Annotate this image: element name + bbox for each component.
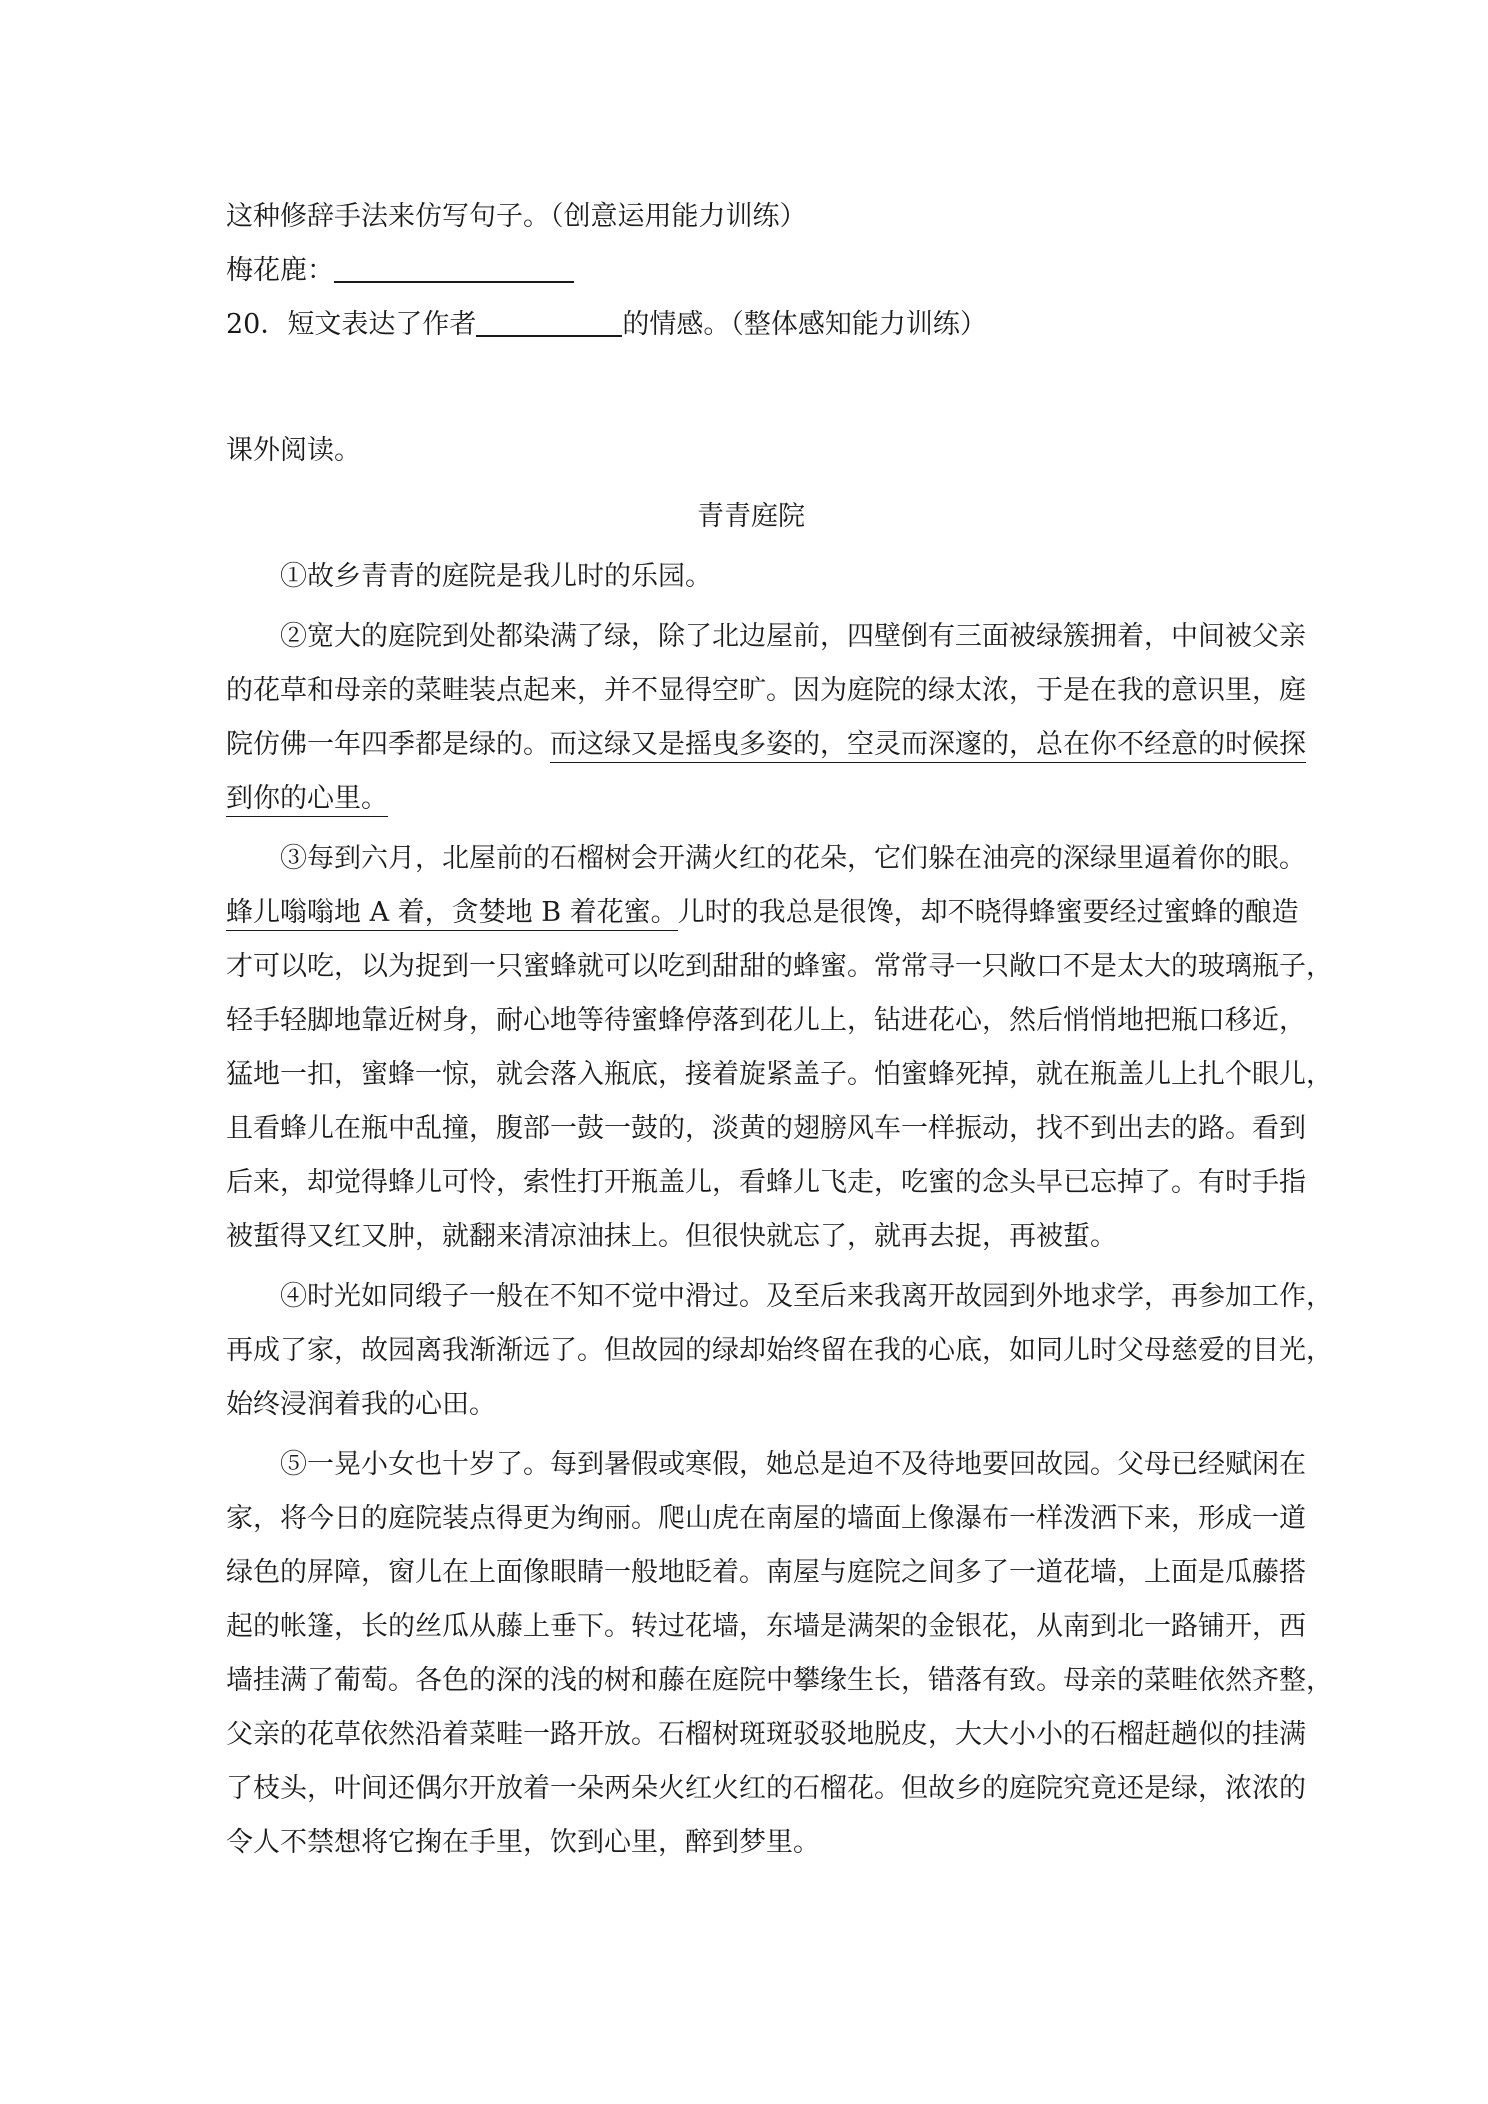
paragraph-3-line-4: 轻手轻脚地靠近树身，耐心地等待蜜蜂停落到花儿上，钻进花心，然后悄悄地把瓶口移近， (226, 1005, 1306, 1036)
underlined-sentence-1a: 而这绿又是摇曳多姿的，空灵而深邃的，总在你不经意的时候探 (550, 729, 1306, 763)
q19-instruction-tail: 这种修辞手法来仿写句子。（创意运用能力训练） (226, 201, 807, 232)
paragraph-5-line-4: 起的帐篷，长的丝瓜从藤上垂下。转过花墙，东墙是满架的金银花，从南到北一路铺开，西 (226, 1611, 1306, 1642)
underlined-sentence-2: 蜂儿嗡嗡地 A 着，贪婪地 B 着花蜜。 (226, 897, 678, 931)
q19-answer-blank[interactable] (334, 251, 574, 283)
paragraph-5-line-8: 令人不禁想将它掬在手里，饮到心里，醉到梦里。 (226, 1827, 820, 1858)
paragraph-4-line-1: ④时光如同缎子一般在不知不觉中滑过。及至后来我离开故园到外地求学，再参加工作， (280, 1281, 1333, 1312)
paragraph-5-line-6: 父亲的花草依然沿着菜畦一路开放。石榴树斑斑驳驳地脱皮，大大小小的石榴赶趟似的挂满 (226, 1719, 1306, 1750)
paragraph-3-line-7: 后来，却觉得蜂儿可怜，索性打开瓶盖儿，看蜂儿飞走，吃蜜的念头早已忘掉了。有时手指 (226, 1167, 1306, 1198)
q19-answer-line (226, 244, 1276, 298)
paragraph-3-line-8: 被蜇得又红又肿，就翻来清凉油抹上。但很快就忘了，就再去捉，再被蜇。 (226, 1221, 1117, 1252)
paragraph-4 (226, 1270, 1333, 1432)
paragraph-3-line-6: 且看蜂儿在瓶中乱撞，腹部一鼓一鼓的，淡黄的翅膀风车一样振动，找不到出去的路。看到 (226, 1113, 1306, 1144)
paragraph-3 (226, 832, 1333, 1264)
q20-answer-blank[interactable] (476, 305, 622, 337)
paragraph-2-line-2: 的花草和母亲的菜畦装点起来，并不显得空旷。因为庭院的绿太浓，于是在我的意识里，庭 (226, 675, 1306, 706)
paragraph-2-line-3 (226, 718, 1306, 772)
paragraph-3-line-3: 才可以吃，以为捉到一只蜜蜂就可以吃到甜甜的蜂蜜。常常寻一只敞口不是太大的玻璃瓶子， (226, 951, 1333, 982)
paragraph-1-line: ①故乡青青的庭院是我儿时的乐园。 (280, 561, 712, 592)
q20-text-before: 20．短文表达了作者 (226, 309, 477, 340)
paragraph-5-line-2: 家，将今日的庭院装点得更为绚丽。爬山虎在南屋的墙面上像瀑布一样泼洒下来，形成一道 (226, 1503, 1306, 1534)
q20-question (226, 298, 1276, 352)
paragraph-3-line-1: ③每到六月，北屋前的石榴树会开满火红的花朵，它们躲在油亮的深绿里逼着你的眼。 (280, 843, 1306, 874)
paragraph-1 (226, 550, 1276, 604)
passage-title: 青青庭院 (697, 501, 805, 532)
paragraph-5 (226, 1438, 1333, 1870)
paragraph-3-line-2 (226, 886, 1299, 940)
q19-answer-label: 梅花鹿： (226, 255, 334, 286)
underlined-sentence-1b: 到你的心里。 (226, 783, 388, 817)
paragraph-5-line-7: 了枝头，叶间还偶尔开放着一朵两朵火红火红的石榴花。但故乡的庭院究竟还是绿，浓浓的 (226, 1773, 1306, 1804)
paragraph-5-line-1: ⑤一晃小女也十岁了。每到暑假或寒假，她总是迫不及待地要回故园。父母已经赋闲在 (280, 1449, 1306, 1480)
paragraph-5-line-3: 绿色的屏障，窗儿在上面像眼睛一般地眨着。南屋与庭院之间多了一道花墙，上面是瓜藤搭 (226, 1557, 1306, 1588)
paragraph-3-line-2-plain: 儿时的我总是很馋，却不晓得蜂蜜要经过蜜蜂的酿造 (677, 897, 1299, 928)
paragraph-2-line-3-plain: 院仿佛一年四季都是绿的。 (226, 729, 550, 760)
paragraph-2 (226, 610, 1306, 826)
paragraph-3-line-5: 猛地一扣，蜜蜂一惊，就会落入瓶底，接着旋紧盖子。怕蜜蜂死掉，就在瓶盖儿上扎个眼儿， (226, 1059, 1333, 1090)
paragraph-4-line-3: 始终浸润着我的心田。 (226, 1389, 496, 1420)
paragraph-2-line-1: ②宽大的庭院到处都染满了绿，除了北边屋前，四壁倒有三面被绿簇拥着，中间被父亲 (280, 621, 1306, 652)
exam-page (226, 190, 1333, 1876)
paragraph-2-line-4 (226, 772, 1276, 826)
paragraph-4-line-2: 再成了家，故园离我渐渐远了。但故园的绿却始终留在我的心底，如同儿时父母慈爱的目光， (226, 1335, 1333, 1366)
section-label: 课外阅读。 (226, 435, 361, 466)
q20-text-after: 的情感。（整体感知能力训练） (622, 309, 987, 340)
paragraph-5-line-5: 墙挂满了葡萄。各色的深的浅的树和藤在庭院中攀缘生长，错落有致。母亲的菜畦依然齐整， (226, 1665, 1333, 1696)
